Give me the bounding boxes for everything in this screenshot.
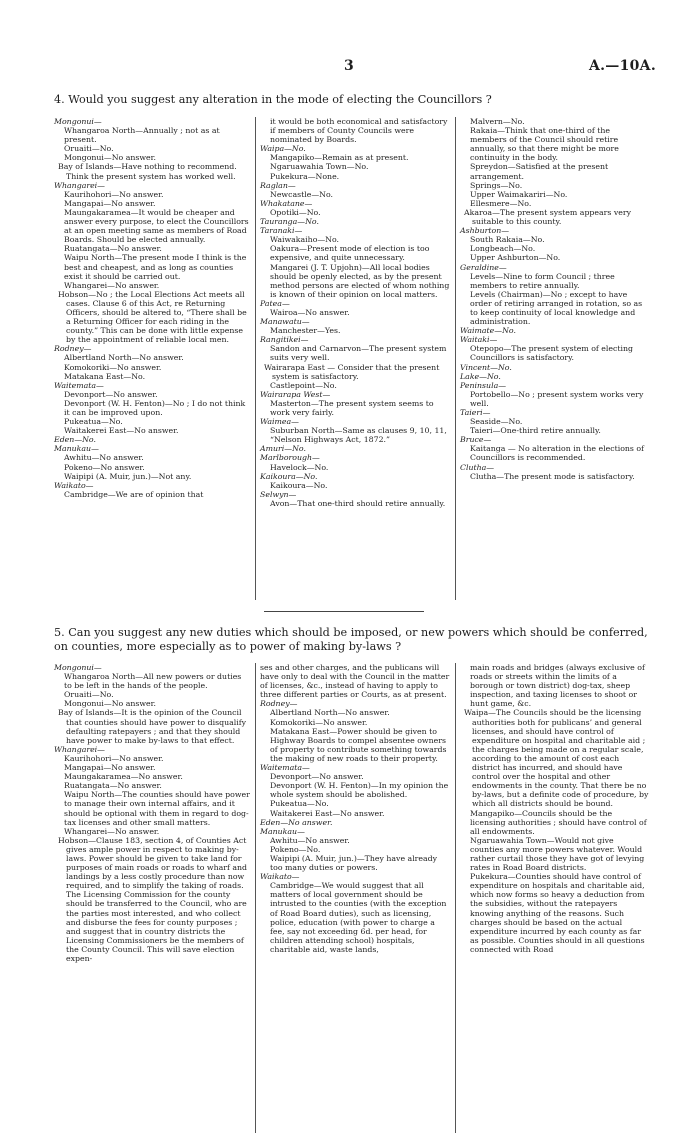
answer-entry: Whangarei—No answer.	[64, 280, 160, 290]
question-5-answers	[50, 663, 654, 1133]
answer-entry: Suburban North—Same as clauses 9, 10, 11, “Nelson Highways Act, 1872.”	[270, 426, 447, 445]
answer-entry: Devonport (W. H. Fenton)—No ; I do not think it can be improved upon.	[64, 398, 246, 417]
question-5-title: 5. Can you suggest any new duties which should be imposed, or new powers which should be conferred, on counties, more especially as to power of making by-laws ?	[54, 626, 648, 653]
answer-entry: Clutha—The present mode is satisfactory.	[470, 471, 635, 481]
answer-entry: Seaside—No.	[470, 417, 523, 427]
answer-entry: Wairarapa East — Consider that the present system is satisfactory.	[264, 362, 440, 381]
answer-entry: Ngaruawahia Town—No.	[270, 162, 369, 172]
q4-column-2	[256, 117, 456, 600]
answer-entry: Castlepoint—No.	[270, 380, 337, 390]
county-heading: Patea—	[260, 298, 290, 308]
q4-column-3	[456, 117, 654, 600]
county-heading: Vincent—No.	[460, 362, 512, 372]
section-divider	[264, 611, 424, 612]
answer-entry: Devonport—No answer.	[64, 389, 158, 399]
county-heading: Amuri—No.	[260, 444, 306, 454]
answer-entry: Upper Ashburton—No.	[470, 253, 561, 263]
answer-entry: Upper Waimakariri—No.	[470, 189, 568, 199]
answer-entry: Pokeno—No.	[270, 844, 321, 854]
county-heading: Bruce—	[460, 435, 492, 445]
answer-entry: Otepopo—The present system of electing Councillors is satisfactory.	[470, 344, 634, 363]
answer-entry: Pukekura—None.	[270, 171, 340, 181]
answer-entry: Devonport (W. H. Fenton)—In my opinion the whole system should be abolished.	[270, 781, 449, 800]
answer-entry: Mongonui—No answer.	[64, 153, 157, 163]
answer-entry: Mangapai—No answer.	[64, 198, 156, 208]
county-heading: Whangarei—	[54, 744, 105, 754]
county-heading: Peninsula—	[460, 380, 507, 390]
answer-entry: Ellesmere—No.	[470, 198, 532, 208]
county-heading: Waimate—No.	[460, 326, 516, 336]
county-heading: Rangitikei—	[260, 335, 309, 345]
answer-entry: Portobello—No ; present system works very well.	[470, 389, 644, 408]
answer-entry: Maungakaramea—No answer.	[64, 772, 183, 782]
answer-entry: Mangapai—No answer.	[64, 763, 156, 773]
county-heading: Waitaki—	[460, 335, 498, 345]
answer-entry: Manchester—Yes.	[270, 326, 341, 336]
answer-entry: Oakura—Present mode of election is too expensive, and quite unnecessary.	[270, 244, 430, 263]
answer-entry: Awhitu—No answer.	[64, 453, 144, 463]
answer-entry: Pukeatua—No.	[64, 417, 123, 427]
page-number: 3	[344, 58, 354, 74]
county-heading: Waikato—	[54, 480, 94, 490]
answer-entry: Awhitu—No answer.	[270, 835, 350, 845]
county-heading: Rodney—	[260, 699, 298, 709]
answer-entry: Wairoa—No answer.	[270, 307, 350, 317]
answer-entry: Waitakerei East—No answer.	[64, 426, 179, 436]
answer-entry: it would be both economical and satisfactory if members of County Councils were nominated by Boards.	[270, 117, 448, 145]
county-heading: Mongonui—	[54, 663, 102, 672]
answer-entry: Pukekura—Counties should have control of expenditure on hospitals and charitable aid, which now forms so heavy a deduction from the subsidies, without the ratepayers knowing anything of the reasons. Such charges should be based on the actual expenditure incurred by each county as far as possible. Counties should in all questions connected with Road	[470, 872, 645, 954]
answer-entry: Hobson—Clause 183, section 4, of Counties Act gives ample power in respect to making by-laws. Power should be given to take land for purposes of main roads or roads to wharf and landings by a less costly procedure than now required, and to simplify the taking of roads. The Licensing Commission for the county should be transferred to the Council, who are the parties most interested, and who collect and disburse the fees for county purposes ; and suggest that in country districts the Licensing Commissioners be the members of the County Council. This will save election expen-	[58, 835, 247, 963]
question-4-answers	[50, 117, 654, 600]
q4-column-1	[50, 117, 256, 600]
answer-entry: Pukeatua—No.	[270, 799, 329, 809]
answer-entry: Kaurihohori—No answer.	[64, 189, 164, 199]
answer-entry: Mangarei (J. T. Upjohn)—All local bodies should be openly elected, as by the present method persons are elected of whom nothing is known of their opinion on local matters.	[270, 262, 450, 299]
answer-entry: Waipipi (A. Muir, jun.)—They have already too many duties or powers.	[270, 853, 438, 873]
county-heading: Waikato—	[260, 872, 300, 882]
answer-entry: Komokoriki—No answer.	[64, 362, 162, 372]
answer-entry: Cambridge—We are of opinion that	[64, 489, 204, 499]
answer-entry: Devonport—No answer.	[270, 772, 364, 782]
answer-entry: Bay of Islands—Have nothing to recommend. Think the present system has worked well.	[58, 162, 237, 181]
answer-entry: Avon—That one-third should retire annually.	[270, 498, 446, 508]
county-heading: Ashburton—	[460, 226, 510, 236]
answer-entry: Taieri—One-third retire annually.	[470, 426, 601, 436]
county-heading: Wairarapa West—	[260, 389, 331, 399]
county-heading: Eden—No answer.	[260, 817, 333, 827]
answer-entry: Albertland North—No answer.	[64, 353, 184, 363]
page-header	[0, 58, 700, 78]
answer-entry: Waipu North—The counties should have power to manage their own internal affairs, and it should be optional with them in regard to dog-tax licenses and other small matters.	[64, 790, 250, 827]
answer-entry: Whangaroa North—Annually ; not as at present.	[64, 126, 220, 145]
county-heading: Taranaki—	[260, 226, 303, 236]
county-heading: Manukau—	[54, 444, 99, 454]
county-heading: Manawatu—	[260, 317, 310, 327]
county-heading: Tauranga—No.	[260, 217, 319, 227]
county-heading: Rodney—	[54, 344, 92, 354]
answer-entry: Longbeach—No.	[470, 244, 536, 254]
question-4-title: 4. Would you suggest any alteration in the mode of electing the Councillors ?	[54, 93, 492, 106]
answer-entry: Havelock—No.	[270, 462, 329, 472]
answer-entry: ses and other charges, and the publicans will have only to deal with the Council in the matter of licenses, &c., instead of having to apply to three different parties or Courts, as at present.	[260, 663, 450, 700]
answer-entry: main roads and bridges (always exclusive of roads or streets within the limits of a borough or town district) dog-tax, sheep inspection, and taxing licenses to shoot or hunt game, &c.	[470, 663, 645, 709]
document-reference: A.—10A.	[588, 58, 656, 74]
county-heading: Whangarei—	[54, 180, 105, 190]
answer-entry: Ruatangata—No answer.	[64, 244, 162, 254]
county-heading: Kaikoura—No.	[260, 471, 318, 481]
answer-entry: Waipipi (A. Muir, jun.)—Not any.	[64, 471, 192, 481]
county-heading: Whakatane—	[260, 198, 313, 208]
answer-entry: Bay of Islands—It is the opinion of the Council that counties should have power to disqualify defaulting ratepayers ; and that they should have power to make by-laws to that effect.	[58, 708, 247, 745]
answer-entry: Cambridge—We would suggest that all matters of local government should be intrusted to the counties (with the exception of Road Board duties), such as licensing, police, education (with power to charge a fee, say not exceeding 6d. per head, for children attending school) hospitals, charitable aid, waste lands,	[270, 881, 447, 954]
answer-entry: Opotiki—No.	[270, 207, 321, 217]
q5-column-2	[256, 663, 456, 1133]
county-heading: Selwyn—	[260, 489, 297, 499]
answer-entry: Rakaia—Think that one-third of the members of the Council should retire annually, so that there might be more continuity in the body.	[470, 126, 619, 163]
answer-entry: Waipa—The Councils should be the licensing authorities both for publicans’ and general licenses, and should have control of expenditure on hospital and charitable aid ; the charges being made on a regular scale, according to the amount of cost each district has incurred, and should have control over the hospital and other endowments in the county. That there be no by-laws, but a definite code of procedure, by which all districts should be bound.	[464, 708, 649, 809]
county-heading: Manukau—	[260, 826, 305, 836]
county-heading: Taieri—	[460, 408, 491, 417]
answer-entry: Waitakerei East—No answer.	[270, 808, 385, 818]
answer-entry: Mongonui—No answer.	[64, 699, 157, 709]
county-heading: Clutha—	[460, 462, 495, 472]
answer-entry: Springs—No.	[470, 180, 523, 190]
answer-entry: Albertland North—No answer.	[270, 708, 390, 718]
answer-entry: Komokoriki—No answer.	[270, 717, 368, 727]
answer-entry: Hobson—No ; the Local Elections Act meets all cases. Clause 6 of this Act, re Returning Officers, should be altered to, “There shall be a Returning Officer for each riding in the county.” This can be done with little expense by the appointment of reliable local men.	[58, 289, 247, 345]
q5-column-3	[456, 663, 654, 1133]
county-heading: Waitemata—	[54, 380, 104, 390]
county-heading: Geraldine—	[460, 262, 507, 272]
answer-entry: Sandon and Carnarvon—The present system suits very well.	[270, 344, 447, 363]
q5-column-1	[50, 663, 256, 1133]
county-heading: Eden—No.	[54, 435, 96, 445]
answer-entry: Levels (Chairman)—No ; except to have order of retiring arranged in rotation, so as to keep continuity of local knowledge and administration.	[470, 289, 643, 327]
answer-entry: Spreydon—Satisfied at the present arrangement.	[470, 162, 609, 181]
answer-entry: Pokeno—No answer.	[64, 462, 145, 472]
county-heading: Waipa—No.	[260, 144, 306, 154]
answer-entry: Whangarei—No answer.	[64, 826, 160, 836]
answer-entry: Newcastle—No.	[270, 189, 334, 199]
answer-entry: Kaikoura—No.	[270, 480, 328, 490]
county-heading: Waimea—	[260, 417, 299, 427]
answer-entry: Waiwakaiho—No.	[270, 235, 340, 245]
answer-entry: Whangaroa North—All new powers or duties to be left in the hands of the people.	[64, 672, 242, 691]
answer-entry: Mangapiko—Remain as at present.	[270, 153, 409, 163]
answer-entry: Akaroa—The present system appears very suitable to this county.	[464, 207, 632, 227]
county-heading: Mongonui—	[54, 117, 102, 126]
answer-entry: Mangapiko—Councils should be the licensing authorities ; should have control of all endowments.	[470, 808, 647, 836]
answer-entry: Oruaiti—No.	[64, 144, 114, 154]
answer-entry: Ruatangata—No answer.	[64, 781, 162, 791]
answer-entry: Masterton—The present system seems to work very fairly.	[270, 398, 434, 417]
answer-entry: Kaurihohori—No answer.	[64, 753, 164, 763]
answer-entry: Ngaruawahia Town—Would not give counties any more powers whatever. Would rather curtail those they have got of levying rates in Road Board districts.	[470, 835, 645, 873]
answer-entry: Levels—Nine to form Council ; three members to retire annually.	[470, 271, 615, 290]
county-heading: Marlborough—	[260, 453, 320, 463]
county-heading: Waitemata—	[260, 763, 310, 773]
answer-entry: Matakana East—No.	[64, 371, 146, 381]
answer-entry: Malvern—No.	[470, 117, 525, 126]
answer-entry: Kaitanga — No alteration in the elections of Councillors is recommended.	[470, 444, 644, 463]
county-heading: Raglan—	[260, 180, 296, 190]
answer-entry: Oruaiti—No.	[64, 690, 114, 700]
answer-entry: Maungakaramea—It would be cheaper and answer every purpose, to elect the Councillors at an open meeting same as members of Road Boards. Should be elected annually.	[64, 207, 249, 245]
answer-entry: Waipu North—The present mode I think is the best and cheapest, and as long as counties exist it should be carried out.	[64, 253, 247, 281]
answer-entry: Matakana East—Power should be given to Highway Boards to compel absentee owners of property to contribute something towards the making of new roads to their property.	[270, 726, 447, 763]
answer-entry: South Rakaia—No.	[470, 235, 545, 245]
county-heading: Lake—No.	[460, 371, 501, 381]
